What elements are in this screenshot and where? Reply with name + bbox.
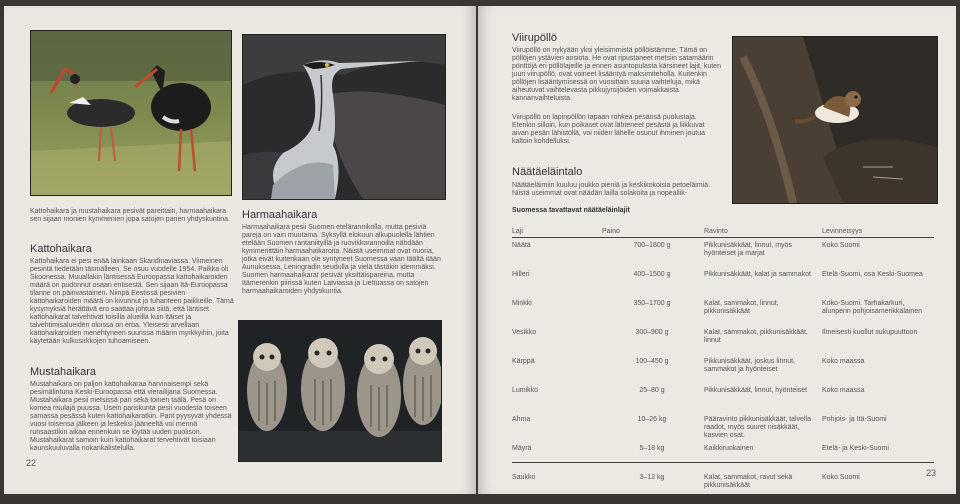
owls-photo [238, 320, 442, 462]
species-cell: Mäyrä [512, 445, 532, 452]
diet-cell: Pääravinto pikkunisäkkäät, talvella raadot, myös suuret nisäkkäät, kasvien osat. [704, 416, 812, 439]
harmaahaikara-text: Harmaahaikara pesii Suomen etelärannikolla, mutta pesiviä pareja on vain muutama. Syksyllä elokuun alkupuolella lähtien etelään Suomen rantaniityillä ja ruovikkorannoilla nähdään kymmenittäin harmaahaikaroita. Näistä useimmat ovat nuoria, jotka eivät kuitenkaan ole syntyneet Suomessa vaan täältä itään Aunuksessa, Leningradin seudulla ja vielä tästäkin idemmäksi. Suomen harmaahaikarat pesivät yksittäispareina, mutta Itämerenkin piirissä kuten Latviassa ja Liettuassa on satojen harmaahaikaroiden yhdyskuntia. [242, 224, 441, 295]
col-paino: Paino [602, 228, 704, 238]
left-page [4, 6, 476, 494]
table-row [512, 325, 934, 354]
weight-cell: 400–1500 g [633, 271, 671, 278]
range-cell: Koko-Suomi. Tarhakarkuri, alunperin pohjoisamerikkalainen [822, 300, 923, 315]
range-cell: Etelä-Suomi, osa Keski-Suomea [822, 271, 923, 278]
storks-caption: Kattohaikara ja mustahaikara pesivät pareittain, harmaahaikara sen sijaan monien kymmenien jopa satojen parien yhdyskuntina. [30, 208, 231, 223]
diet-cell: Kalat, sammakot, linnut, pikkunisäkkäät [704, 300, 779, 315]
range-cell: Pohjois- ja Itä-Suomi [822, 416, 887, 423]
weight-cell: 350–1700 g [633, 300, 671, 307]
species-cell: Saukko [512, 474, 536, 481]
table-bottom-rule [512, 462, 934, 463]
table-row [512, 441, 934, 470]
diet-cell: Kaikkiruokainen [704, 445, 754, 452]
mustahaikara-heading: Mustahaikara [30, 366, 97, 378]
table-row [512, 267, 934, 296]
range-cell: Koko Suomi [822, 242, 860, 249]
weight-cell: 700–1800 g [633, 242, 671, 249]
range-cell: Koko maassa [822, 358, 865, 365]
viirupollo-text-2: Viirupöllö on lapinpöllön tapaan rohkea pesänsä puolustaja. Etenkin silloin, kun poikaset ovat lähteneet pesästä ja liikkuvat aivan pesän lähistöllä, voi niiden lähelle osunut ihminen joutua kaltoin kohdelluksi. [512, 114, 706, 145]
weight-cell: 5–18 kg [639, 445, 665, 452]
table-row [512, 412, 934, 441]
diet-cell: Kalat, sammakot, ravut sekä pikkunisäkkäät [704, 474, 793, 489]
weight-cell: 25–80 g [639, 387, 665, 394]
species-cell: Vesikko [512, 329, 537, 336]
viirupollo-heading: Viirupöllö [512, 32, 558, 44]
naataelaintalo-heading: Näätäeläintalo [512, 166, 583, 178]
species-cell: Näätä [512, 242, 531, 249]
mustahaikara-text: Mustahaikara on paljon kattohaikaraa harvinaisempi sekä pesimälintuna Keski-Euroopassa että vierailijana Suomessa. Mustahaikara pesii metsissä pari sekä toinen taälä. Pesä on komea risulajä puussa. Usein pariskunta pesii vuodesta toiseen samassa pesässä kuten kattohaikaratkin. Pant pyysyvät yhdessä vuosi toisensa jälkeen ja leskeksi jääneeltä voi mennä runsaastikin aikaa ennenkuin se löytää uuden puolison. Mustahaikarat samoin kuin kattohaikarat tervehtivät toisiaan kaunskuuluvalla nokankalistelulla. [30, 381, 232, 452]
table-header-row [512, 228, 934, 238]
range-cell: Koko maassa [822, 387, 865, 394]
page-number-right: 23 [926, 468, 937, 478]
range-cell: Ilmeisesti kuollut sukupuuttoon [822, 329, 918, 336]
mustelid-table [512, 228, 937, 494]
harmaahaikara-heading: Harmaahaikara [242, 209, 318, 221]
diet-cell: Pikkunisäkkäät, kalat ja sammakot [704, 271, 811, 278]
table-title: Suomessa tavattavat näätäeläinlajit [512, 207, 630, 214]
species-cell: Kärppä [512, 358, 535, 365]
weight-cell: 10–26 kg [637, 416, 667, 423]
col-laji: Laji [512, 228, 602, 238]
diet-cell: Kalat, sammakot, pikkunisäkkäät, linnut [704, 329, 808, 344]
table-row [512, 470, 934, 494]
range-cell: Koko Suomi [822, 474, 860, 481]
species-cell: Minkki [512, 300, 532, 307]
diet-cell: Pikkunisäkkäät, linnut, hyönteiset [704, 387, 808, 394]
table-row [512, 383, 934, 412]
diet-cell: Pikkunisäkkäät, linnut, myös hyönteiset ja marjat [704, 242, 792, 257]
naataelaintalo-text: Näätäeläimiin kuuluu joukko pieniä ja keskikokoisia petoeläimiä. Niistä useimmat ovat näädän lailla solakoita ja nopealiik- [512, 182, 711, 197]
diet-cell: Pikkunisäkkäät, joskus linnut, sammakot ja hyönteiset [704, 358, 796, 373]
species-cell: Lumikko [512, 387, 539, 394]
heron-photo [242, 34, 446, 200]
range-cell: Etelä- ja Keski-Suomi [822, 445, 889, 452]
table-row [512, 238, 934, 268]
viirupollo-text-1: Viirupöllö on nykyään yksi yleisimmistä pöllöistämme. Tämä on pöllöjen ystävien ansiota. He ovat ripustaneet metsiin satamäärin pönttöjä eri pöllölajeille ja ennen asuntopulasta kärsineet lajit, kuten juuri viirupöllö, ovat voineet lisääntyä maksimiteholla. Kuitenkin pöllöjen lisääntymisessä on vuosittain suuria vaihteluja, mikä aiheutuvat vaihtelevasta pikkujyrsijöiden voimakkaista kannanvaihteluista. [512, 47, 721, 102]
page-number-left: 22 [26, 458, 37, 468]
species-cell: Ahma [512, 416, 531, 423]
table-row [512, 296, 934, 325]
kattohaikara-text: Kattohaikara ei pesi enää lainkaan Skandinaviassa. Viimeinen pesintä tiedetään täsmälleen. Se osuu vuodelle 1954. Paikka oli Skoonessa. Muuallakin läntisessä Euroopassa kattohaikaroiden määrä on pudonnut osaan entisestä. Sen sijaan Itä-Euroopassa tilanne on päinvastainen. Niinpä Eestissä pesivien kattohaikaroiden määrä on kivunnut jo tuhanteen paikkeille. Tämä kysymyksiä herättävä ero saattaa johtua siitä, että läntiset kattohaikarat talvehtivat toisilla alueilla kuin itäiset ja talvehtimisalueiden oloissa on eroa. Yleisesti arvellaan kattohaikaroiden menehtyneen suurissa määrin myrkkyihin, joita käytetään kulkusirkkojen tuhoamiseen. [30, 258, 234, 345]
table-row [512, 354, 934, 383]
right-page [478, 6, 956, 494]
stoat-photo [732, 36, 938, 204]
weight-cell: 100–450 g [635, 358, 669, 365]
weight-cell: 300–900 g [635, 329, 669, 336]
weight-cell: 3–12 kg [639, 474, 665, 481]
storks-photo [30, 30, 232, 196]
kattohaikara-heading: Kattohaikara [30, 243, 92, 255]
species-cell: Hilleri [512, 271, 530, 278]
col-ravinto: Ravinto [704, 228, 822, 238]
col-levinneisyys: Levinneisyys [822, 228, 934, 238]
